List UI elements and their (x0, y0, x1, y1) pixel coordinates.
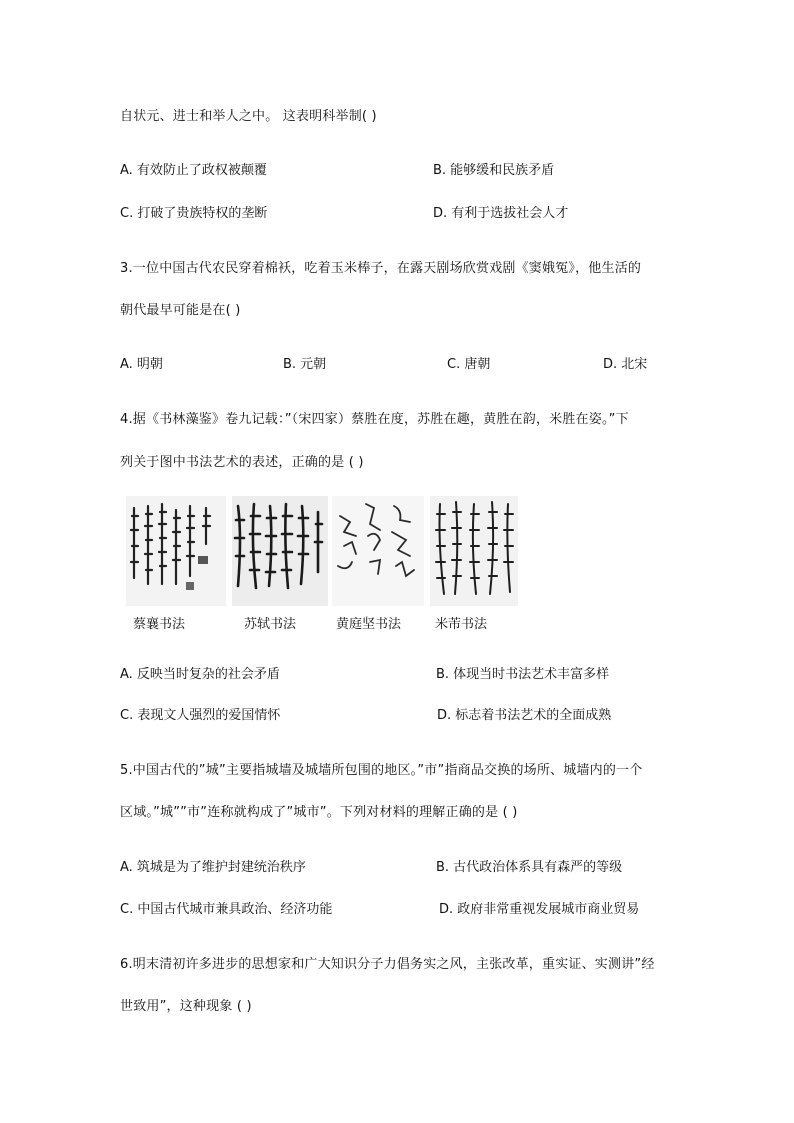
q5-option-a[interactable]: A. 筑城是为了维护封建统治秩序 (120, 860, 306, 875)
question-6-stem-line-2: 世致用”，这种现象 ( ) (120, 999, 252, 1014)
q5-option-c[interactable]: C. 中国古代城市兼具政治、经济功能 (120, 902, 333, 917)
calligraphy-image-mi-fu (430, 496, 518, 606)
q2-option-a[interactable]: A. 有效防止了政权被颠覆 (120, 163, 267, 178)
question-5-stem-line-2: 区域。”城””市”连称就构成了”城市”。下列对材料的理解正确的是 ( ) (120, 805, 518, 820)
calligraphy-image-cai-xiang (126, 496, 226, 606)
caption-cai-xiang: 蔡襄书法 (133, 617, 186, 632)
question-4-stem-line-2: 列关于图中书法艺术的表述，正确的是 ( ) (120, 455, 364, 470)
question-2-stem-tail: 自状元、进士和举人之中。 这表明科举制( ) (120, 109, 377, 124)
calligraphy-image-su-shi (232, 496, 328, 606)
q2-option-d[interactable]: D. 有利于选拔社会人才 (433, 206, 569, 221)
caption-mi-fu: 米芾书法 (435, 617, 488, 632)
q2-option-b[interactable]: B. 能够缓和民族矛盾 (433, 163, 555, 178)
question-4-stem-line-1: 4.据《书林藻鉴》卷九记载：”（宋四家）蔡胜在度，苏胜在趣，黄胜在韵，米胜在姿。”下 (120, 412, 629, 427)
q4-option-a[interactable]: A. 反映当时复杂的社会矛盾 (120, 667, 280, 682)
q5-option-d[interactable]: D. 政府非常重视发展城市商业贸易 (439, 902, 640, 917)
q2-option-c[interactable]: C. 打破了贵族特权的垄断 (120, 206, 268, 221)
q5-option-b[interactable]: B. 古代政治体系具有森严的等级 (436, 860, 623, 875)
q3-option-a[interactable]: A. 明朝 (120, 357, 163, 372)
question-6-stem-line-1: 6.明末清初许多进步的思想家和广大知识分子力倡务实之风，主张改革，重实证、实测讲”经 (120, 957, 655, 972)
calligraphy-image-huang-tingjian (332, 496, 424, 606)
question-3-stem-line-2: 朝代最早可能是在( ) (120, 303, 241, 318)
q3-option-d[interactable]: D. 北宋 (603, 357, 648, 372)
q3-option-b[interactable]: B. 元朝 (283, 357, 327, 372)
q3-option-c[interactable]: C. 唐朝 (447, 357, 491, 372)
caption-huang-tingjian: 黄庭坚书法 (336, 617, 402, 632)
caption-su-shi: 苏轼书法 (244, 617, 297, 632)
q4-option-c[interactable]: C. 表现文人强烈的爱国情怀 (120, 708, 281, 723)
q4-option-b[interactable]: B. 体现当时书法艺术丰富多样 (436, 667, 610, 682)
question-3-stem-line-1: 3.一位中国古代农民穿着棉袄，吃着玉米棒子，在露天剧场欣赏戏剧《窦娥冤》，他生活的 (120, 261, 642, 276)
q4-option-d[interactable]: D. 标志着书法艺术的全面成熟 (437, 708, 612, 723)
question-5-stem-line-1: 5.中国古代的”城”主要指城墙及城墙所包围的地区。”市”指商品交换的场所、城墙内的一个 (120, 763, 643, 778)
